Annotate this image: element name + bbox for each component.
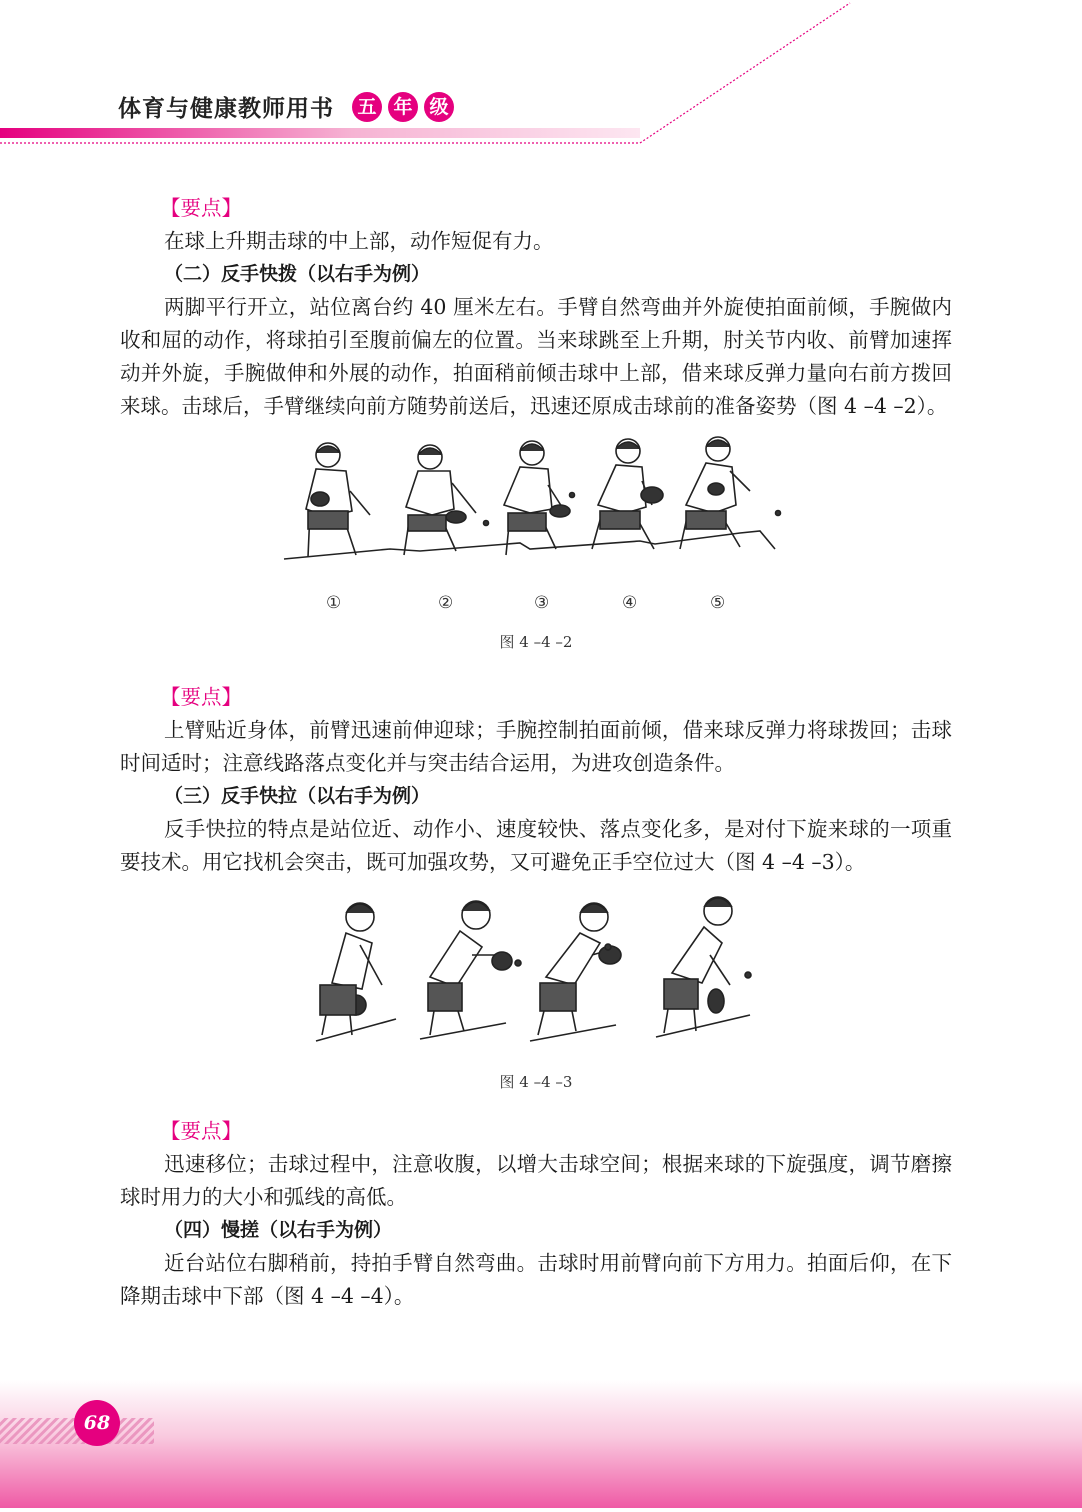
figure-label-3: ③: [534, 593, 550, 613]
grade-badge-2: 年: [388, 92, 418, 122]
figure-label-2: ②: [438, 593, 454, 613]
page-footer: [0, 1380, 1082, 1508]
figure-caption-4-4-2: 图 4 –4 –2: [499, 633, 573, 651]
key-points-text-1: 在球上升期击球的中上部，动作短促有力。: [164, 229, 554, 253]
figure-label-5: ⑤: [710, 593, 726, 613]
footer-decoration: [0, 1380, 1082, 1508]
backhand-loop-illustration: [120, 885, 952, 1065]
figure-4-4-3: [120, 879, 952, 1071]
page-number: 68: [74, 1400, 120, 1446]
section-text-4: 近台站位右脚稍前，持拍手臂自然弯曲。击球时用前臂向前下方用力。拍面后仰，在下降期击球中下部（图 4 –4 –4）。: [120, 1251, 952, 1308]
section-title-4: （四）慢搓（以右手为例）: [164, 1219, 393, 1241]
key-points-text-3: 迅速移位；击球过程中，注意收腹，以增大击球空间；根据来球的下旋强度，调节磨擦球时用力的大小和弧线的高低。: [120, 1152, 952, 1209]
grade-badge-1: 五: [352, 92, 382, 122]
figure-label-4: ④: [622, 593, 638, 613]
backhand-flick-illustration: [120, 431, 952, 591]
grade-badge-3: 级: [424, 92, 454, 122]
section-text-3: 反手快拉的特点是站位近、动作小、速度较快、落点变化多，是对付下旋来球的一项重要技术。用它找机会突击，既可加强攻势，又可避免正手空位过大（图 4 –4 –3）。: [120, 817, 952, 874]
page-header: [0, 0, 1082, 160]
section-title-3: （三）反手快拉（以右手为例）: [164, 785, 431, 807]
key-points-label-2: 【要点】: [160, 685, 242, 709]
section-title-2: （二）反手快拨（以右手为例）: [164, 263, 431, 285]
figure-4-4-2: [120, 423, 952, 631]
figure-caption-4-4-3: 图 4 –4 –3: [499, 1073, 573, 1091]
key-points-label-1: 【要点】: [160, 196, 242, 220]
key-points-label-3: 【要点】: [160, 1119, 242, 1143]
figure-label-1: ①: [326, 593, 342, 613]
book-title: 体育与健康教师用书: [118, 95, 334, 122]
header-decoration: [0, 0, 1082, 160]
page-body: [120, 192, 952, 1313]
section-text-2: 两脚平行开立，站位离台约 40 厘米左右。手臂自然弯曲并外旋使拍面前倾，手腕做内收和屈的动作，将球拍引至腹前偏左的位置。当来球跳至上升期，肘关节内收、前臂加速挥动并外旋，手腕做伸和外展的动作，拍面稍前倾击球中上部，借来球反弹力量向右前方拨回来球。击球后，手臂继续向前方随势前送后，迅速还原成击球前的准备姿势（图 4 –4 –2）。: [120, 295, 952, 418]
key-points-text-2: 上臂贴近身体，前臂迅速前伸迎球；手腕控制拍面前倾，借来球反弹力将球拨回；击球时间适时；注意线路落点变化并与突击结合运用，为进攻创造条件。: [120, 718, 952, 775]
